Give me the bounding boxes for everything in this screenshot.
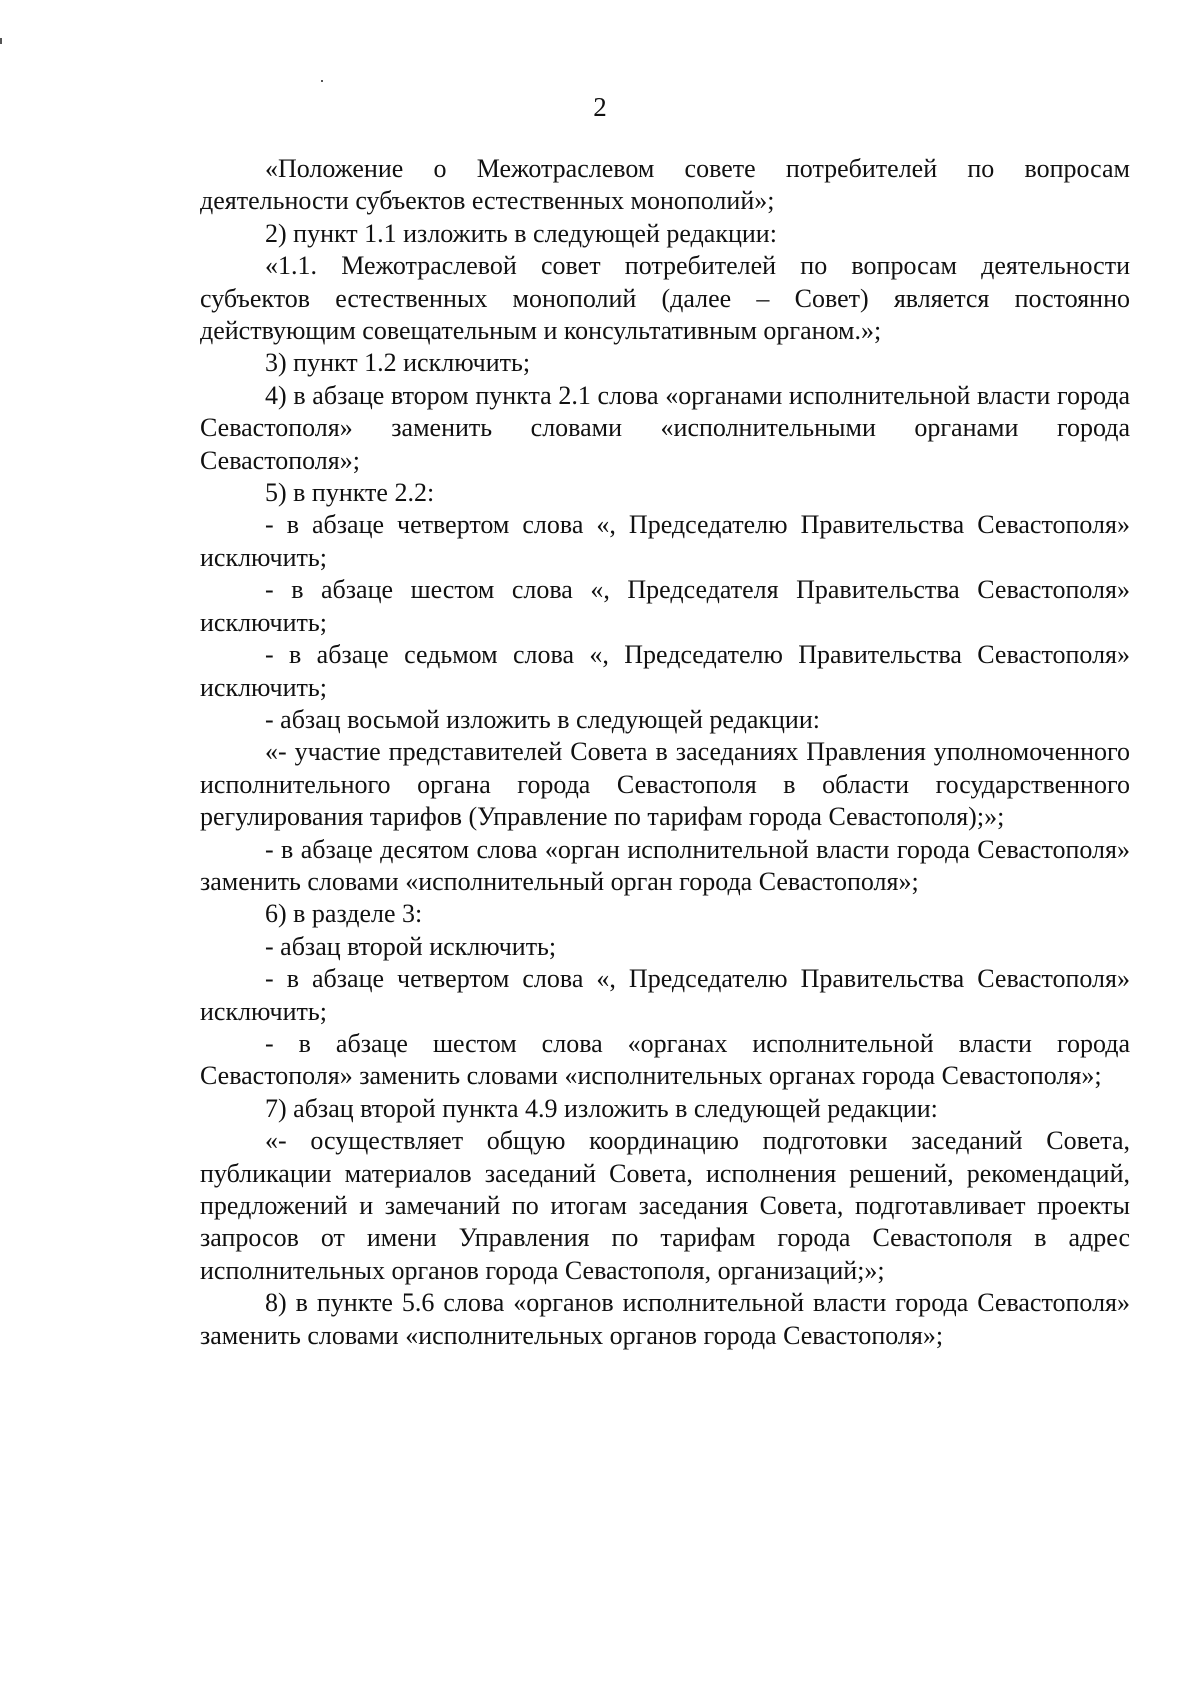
paragraph: 8) в пункте 5.6 слова «органов исполнительной власти города Севастополя» заменить словами «исполнительных органов города Севастополя»;	[200, 1288, 1130, 1350]
paragraph: 4) в абзаце втором пункта 2.1 слова «органами исполнительной власти города Севастополя» заменить словами «исполнительными органами города Севастополя»;	[200, 380, 1130, 475]
page-number: 2	[593, 92, 607, 122]
paragraph: «Положение о Межотраслевом совете потребителей по вопросам деятельности субъектов естественных монополий»;	[200, 154, 1130, 216]
paragraph: 2) пункт 1.1 изложить в следующей редакции:	[265, 218, 777, 248]
paragraph: «- участие представителей Совета в заседаниях Правления уполномоченного исполнительного органа города Севастополя в области государственного регулирования тарифов (Управление по тарифам города Севастополя);»;	[200, 737, 1130, 832]
paragraph: - в абзаце шестом слова «органах исполнительной власти города Севастополя» заменить словами «исполнительных органах города Севастополя»;	[200, 1028, 1130, 1091]
paragraph: - в абзаце четвертом слова «, Председателю Правительства Севастополя» исключить;	[200, 510, 1130, 572]
paragraph: 7) абзац второй пункта 4.9 изложить в следующей редакции:	[265, 1093, 938, 1123]
document-body	[200, 153, 1130, 1352]
paragraph: «1.1. Межотраслевой совет потребителей по вопросам деятельности субъектов естественных монополий (далее – Совет) является постоянно действующим совещательным и консультативным органом.»;	[200, 251, 1130, 346]
scan-speck	[0, 38, 2, 44]
paragraph: - абзац второй исключить;	[265, 931, 557, 961]
paragraph: - в абзаце шестом слова «, Председателя Правительства Севастополя» исключить;	[200, 575, 1130, 637]
paragraph: - абзац восьмой изложить в следующей редакции:	[265, 704, 820, 734]
paragraph: 5) в пункте 2.2:	[265, 478, 435, 508]
paragraph: - в абзаце четвертом слова «, Председателю Правительства Севастополя» исключить;	[200, 964, 1130, 1026]
paragraph: 3) пункт 1.2 исключить;	[265, 348, 531, 378]
scan-speck	[321, 80, 323, 82]
paragraph: 6) в разделе 3:	[265, 899, 423, 929]
paragraph: - в абзаце седьмом слова «, Председателю Правительства Севастополя» исключить;	[200, 640, 1130, 702]
paragraph: «- осуществляет общую координацию подготовки заседаний Совета, публикации материалов заседаний Совета, исполнения решений, рекомендаций, предложений и замечаний по итогам заседания Совета, подготавливает проекты запросов от имени Управления по тарифам города Севастополя в адрес исполнительных органов города Севастополя, организаций;»;	[200, 1126, 1130, 1285]
paragraph: - в абзаце десятом слова «орган исполнительной власти города Севастополя» заменить словами «исполнительный орган города Севастополя»;	[200, 834, 1130, 896]
